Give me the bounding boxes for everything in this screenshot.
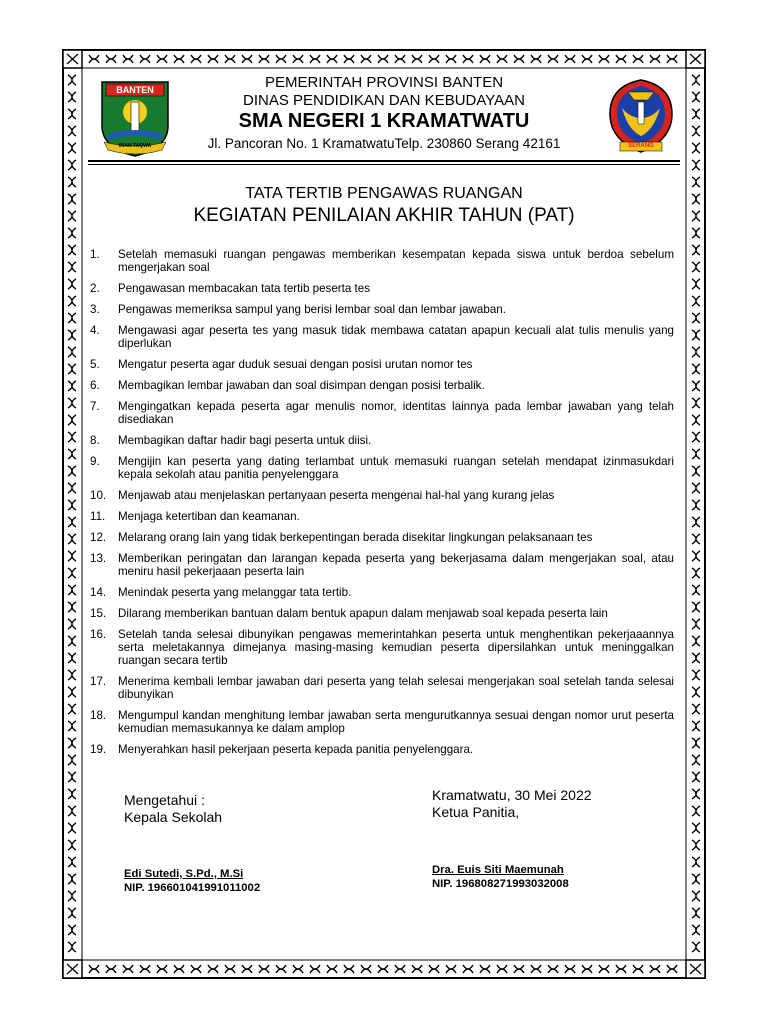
rule-text: Menindak peserta yang melanggar tata tertib. xyxy=(118,586,352,599)
rule-item xyxy=(90,455,674,481)
rule-text: Menerima kembali lembar jawaban dari peserta yang telah selesai mengerjakan soal setelah tanda selesai dibunyikan xyxy=(118,675,674,701)
rule-text: Pengawasan membacakan tata tertib peserta tes xyxy=(118,282,370,295)
sig-left-line1: Mengetahui : xyxy=(124,792,205,808)
rule-item xyxy=(90,510,674,523)
rule-item xyxy=(90,324,674,350)
rule-number: 14. xyxy=(90,586,107,599)
rule-item xyxy=(90,675,674,701)
rule-number: 15. xyxy=(90,607,107,620)
banten-logo-motto: IMAN TAQWA xyxy=(118,143,152,149)
rule-number: 8. xyxy=(90,434,100,447)
rules-list xyxy=(90,248,674,764)
rule-number: 17. xyxy=(90,675,107,688)
sig-right-nip: NIP. 196808271993032008 xyxy=(432,878,569,890)
rule-text: Setelah tanda selesai dibunyikan pengawas memerintahkan peserta untuk menghentikan pekerjaaannya serta meletakannya dimejanya masing-masing kemudian peserta dipersilahkan untuk meninggalkan ruangan secara tertib xyxy=(118,628,674,667)
rule-number: 3. xyxy=(90,303,100,316)
rule-item xyxy=(90,358,674,371)
letterhead-divider xyxy=(88,160,680,162)
rule-item xyxy=(90,489,674,502)
rule-text: Memberikan peringatan dan larangan kepada peserta yang bekerjasama dalam mengerjakan soal, atau meniru hasil pekerjaaan peserta lain xyxy=(118,552,674,578)
signature-left-name-block xyxy=(124,867,260,895)
rule-item xyxy=(90,531,674,544)
rule-text: Membagikan daftar hadir bagi peserta untuk diisi. xyxy=(118,434,372,447)
rule-item xyxy=(90,586,674,599)
rule-text: Mengijin kan peserta yang dating terlambat untuk memasuki ruangan setelah mendapat izinmasukdari kepala sekolah atau panitia penyelenggara xyxy=(118,455,674,481)
rule-number: 4. xyxy=(90,324,100,337)
sig-left-line2: Kepala Sekolah xyxy=(124,809,223,825)
rule-item xyxy=(90,709,674,735)
title-line-2: KEGIATAN PENILAIAN AKHIR TAHUN (PAT) xyxy=(193,205,575,226)
letterhead-department: DINAS PENDIDIKAN DAN KEBUDAYAAN xyxy=(242,92,525,109)
rule-item xyxy=(90,434,674,447)
sig-right-line2: Ketua Panitia, xyxy=(432,804,520,820)
rule-number: 7. xyxy=(90,400,100,413)
rule-item xyxy=(90,379,674,392)
rule-number: 16. xyxy=(90,628,107,641)
rule-text: Setelah memasuki ruangan pengawas memberikan kesempatan kepada siswa untuk berdoa sebelum mengerjakan soal xyxy=(118,248,674,274)
rule-text: Pengawas memeriksa sampul yang berisi lembar soal dan lembar jawaban. xyxy=(118,303,506,316)
rule-number: 12. xyxy=(90,531,107,544)
rule-number: 19. xyxy=(90,743,107,756)
sig-right-line1: Kramatwatu, 30 Mei 2022 xyxy=(432,787,592,803)
rule-number: 10. xyxy=(90,489,107,502)
rule-number: 11. xyxy=(90,510,106,523)
rule-text: Mengingatkan kepada peserta agar menulis nomor, identitas lainnya pada lembar jawaban yang telah disediakan xyxy=(118,400,674,426)
rule-text: Mengawasi agar peserta tes yang masuk tidak membawa catatan apapun kecuali alat tulis menulis yang diperlukan xyxy=(118,324,674,350)
serang-logo-text: SERANG xyxy=(628,143,654,149)
banten-logo-text: BANTEN xyxy=(116,85,154,95)
rule-text: Menjaga ketertiban dan keamanan. xyxy=(118,510,300,523)
rule-text: Menjawab atau menjelaskan pertanyaan peserta mengenai hal-hal yang kurang jelas xyxy=(118,489,555,502)
letterhead-divider-thin xyxy=(88,164,680,165)
rule-text: Membagikan lembar jawaban dan soal disimpan dengan posisi terbalik. xyxy=(118,379,485,392)
rule-item xyxy=(90,628,674,667)
signature-left-heading xyxy=(124,792,222,826)
rule-text: Mengatur peserta agar duduk sesuai dengan posisi urutan nomor tes xyxy=(118,358,473,371)
rule-item xyxy=(90,303,674,316)
rule-text: Dilarang memberikan bantuan dalam bentuk apapun dalam menjawab soal kepada peserta lain xyxy=(118,607,608,620)
rule-item xyxy=(90,282,674,295)
rule-number: 13. xyxy=(90,552,107,565)
rule-number: 9. xyxy=(90,455,100,468)
rule-number: 1. xyxy=(90,248,100,261)
rule-item xyxy=(90,743,674,756)
sig-right-name: Dra. Euis Siti Maemunah xyxy=(432,864,564,876)
signature-right-heading xyxy=(432,787,592,821)
rule-number: 6. xyxy=(90,379,100,392)
letterhead-government: PEMERINTAH PROVINSI BANTEN xyxy=(264,74,504,91)
rule-text: Menyerahkan hasil pekerjaan peserta kepada panitia penyelenggara. xyxy=(118,743,474,756)
signature-right-name-block xyxy=(432,863,569,891)
rule-text: Melarang orang lain yang tidak berkepentingan berada disekitar lingkungan pelaksanaan tes xyxy=(118,531,593,544)
rule-text: Mengumpul kandan menghitung lembar jawaban serta mengurutkannya sesuai dengan nomor urut peserta kemudian memasukannya ke dalam amplop xyxy=(118,709,674,735)
rule-item xyxy=(90,552,674,578)
rule-number: 18. xyxy=(90,709,107,722)
letterhead-address: Jl. Pancoran No. 1 KramatwatuTelp. 230860 Serang 42161 xyxy=(207,136,561,151)
letterhead xyxy=(0,74,768,154)
sig-left-name: Edi Sutedi, S.Pd., M.Si xyxy=(124,868,244,880)
letterhead-school-name: SMA NEGERI 1 KRAMATWATU xyxy=(238,110,530,132)
rule-item xyxy=(90,607,674,620)
rule-number: 2. xyxy=(90,282,100,295)
rule-item xyxy=(90,248,674,274)
sig-left-nip: NIP. 196601041991011002 xyxy=(124,882,261,894)
rule-item xyxy=(90,400,674,426)
rule-number: 5. xyxy=(90,358,100,371)
document-title xyxy=(0,184,768,228)
title-line-1: TATA TERTIB PENGAWAS RUANGAN xyxy=(245,185,523,202)
